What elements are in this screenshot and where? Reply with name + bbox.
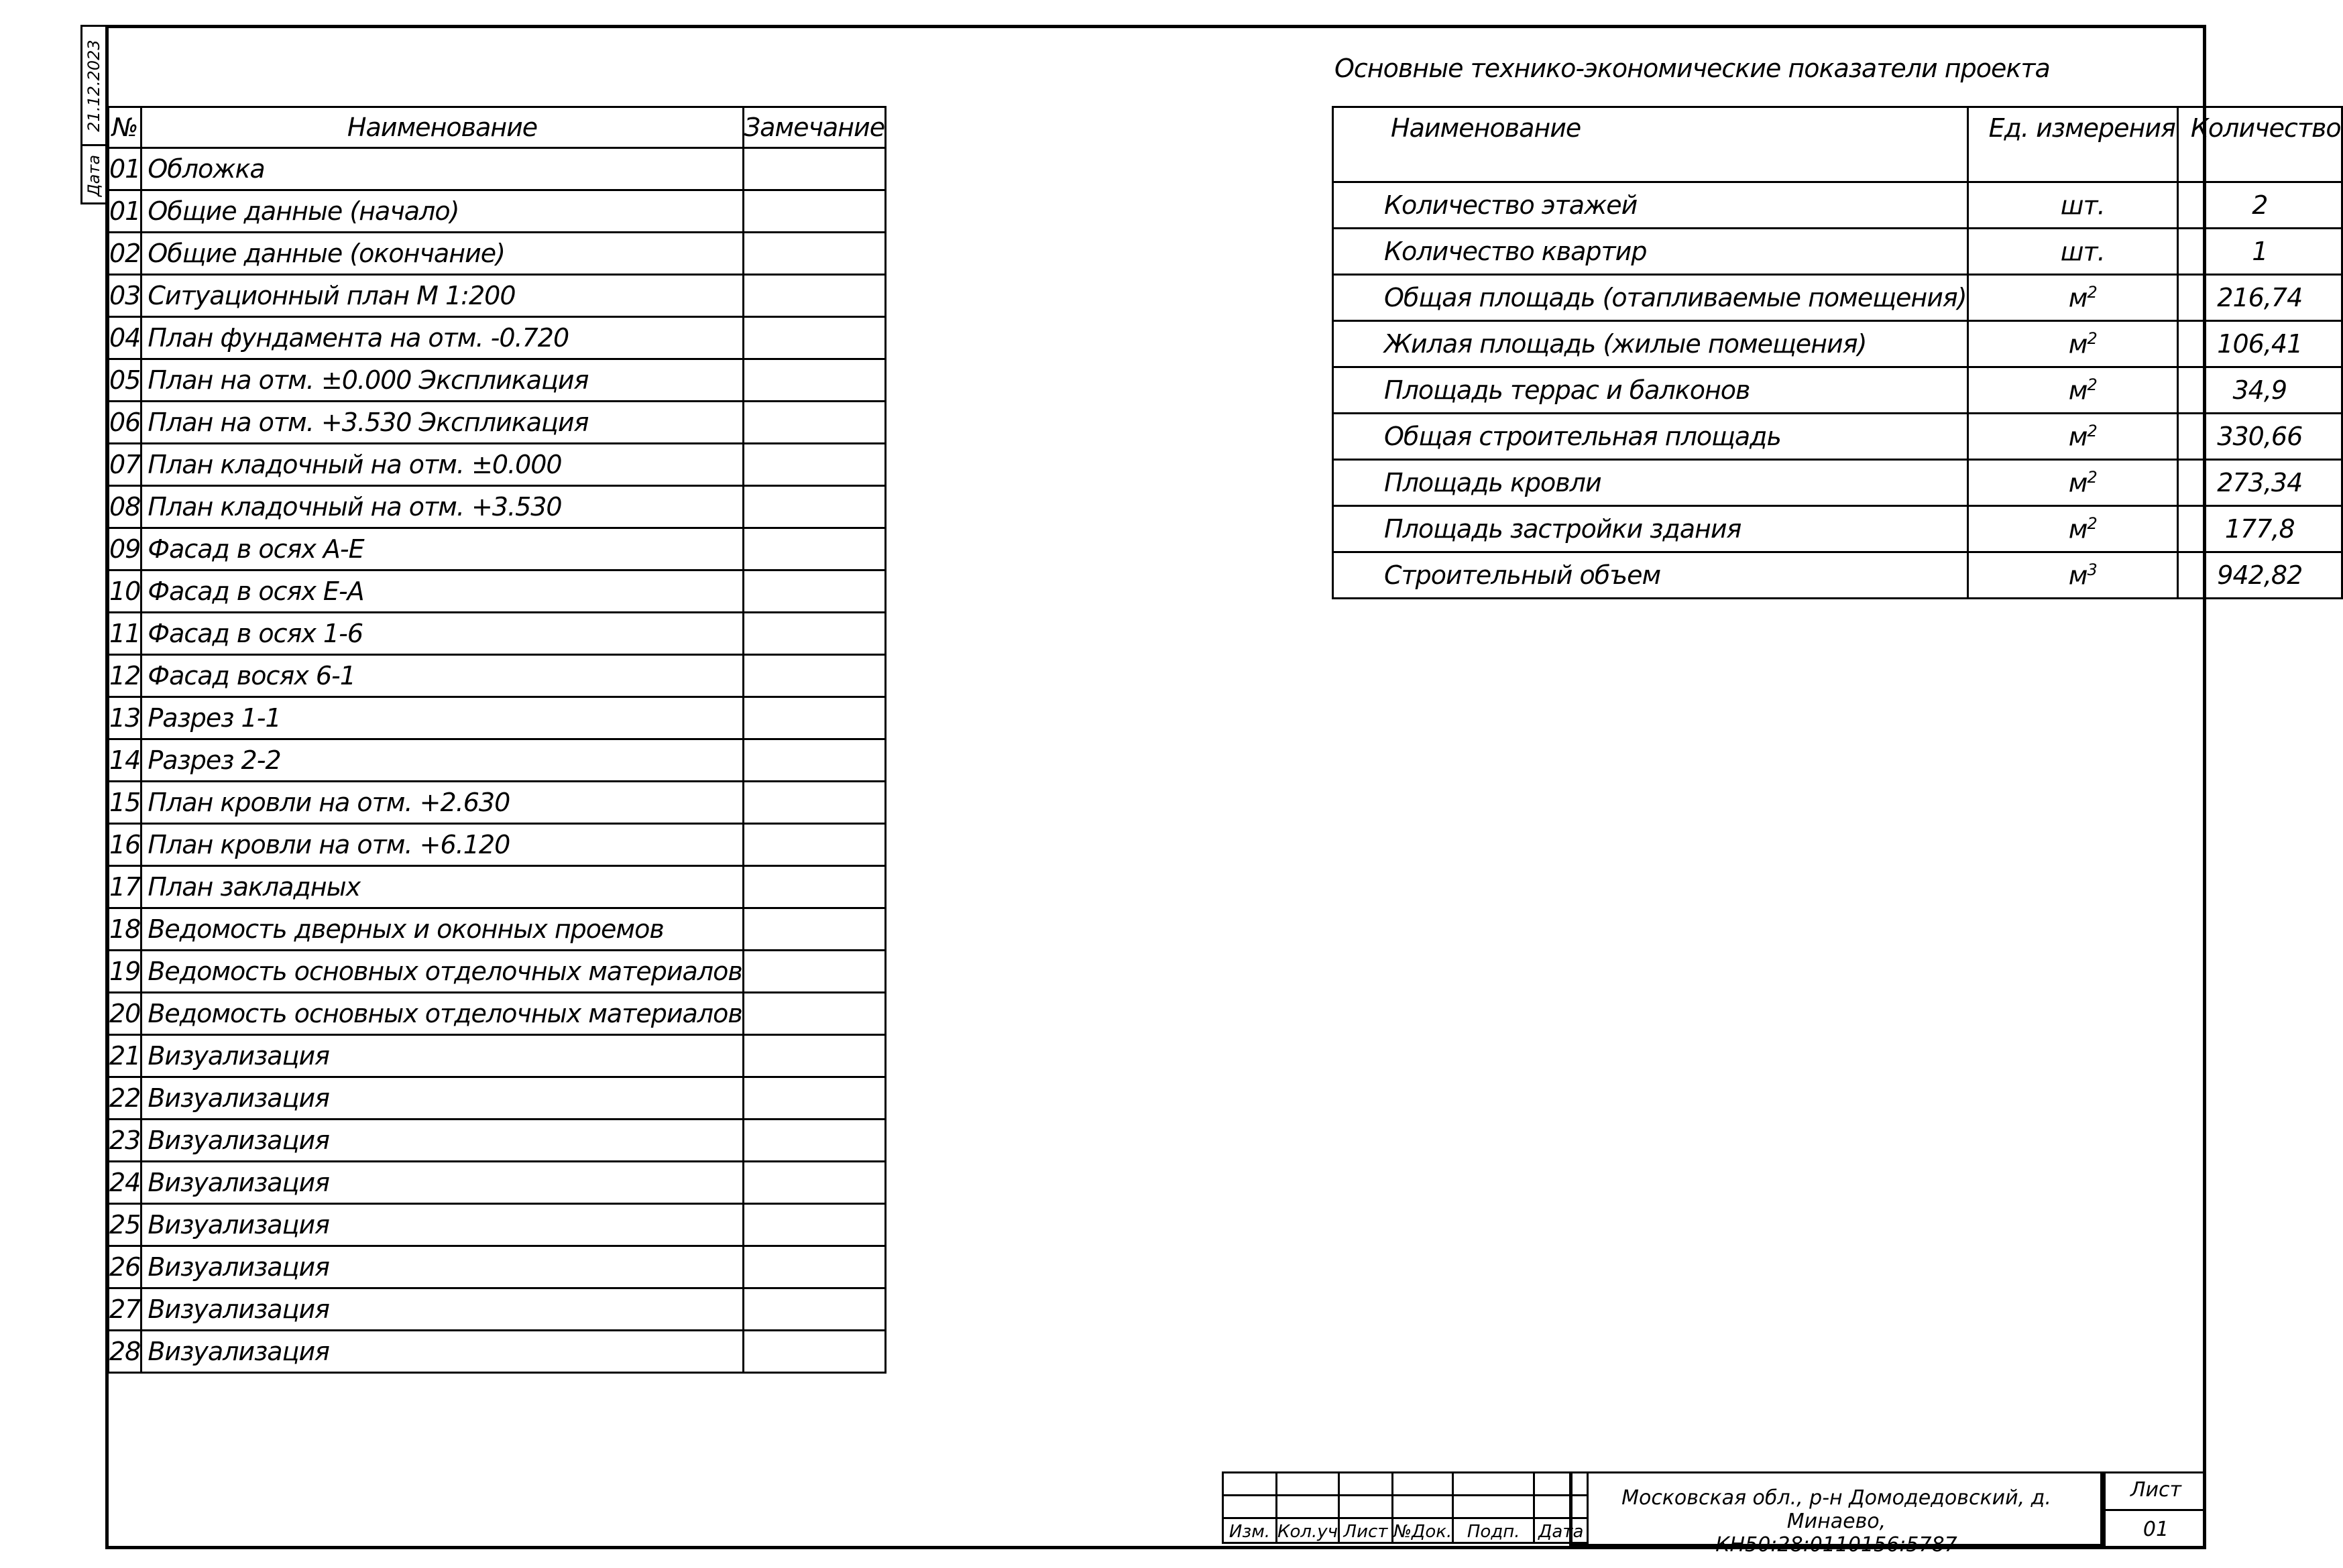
tb-label-list: Лист <box>1339 1518 1393 1543</box>
tb-cell <box>1223 1496 1277 1518</box>
sheet-number: 19 <box>109 951 141 993</box>
sheet-number: 10 <box>109 570 141 613</box>
sheet-row <box>109 1035 886 1077</box>
tep-unit-text: м <box>2068 283 2088 313</box>
sheet-number: 22 <box>109 1077 141 1120</box>
tep-unit-exponent: 2 <box>2087 375 2097 394</box>
tep-name: Общая строительная площадь <box>1333 414 1968 460</box>
sheet-row <box>109 613 886 655</box>
sheet-row <box>109 866 886 908</box>
sheet-number: 01 <box>109 190 141 233</box>
sheet-remark <box>743 444 885 486</box>
sheet-name: Визуализация <box>141 1035 743 1077</box>
sheet-name: Визуализация <box>141 1204 743 1246</box>
sheet-remark <box>743 317 885 359</box>
sheet-number: 20 <box>109 993 141 1035</box>
sheet-remark <box>743 824 885 866</box>
title-block <box>1222 1471 2206 1557</box>
tep-row <box>1333 182 2342 229</box>
sheet-remark <box>743 528 885 570</box>
sheet-remark <box>743 697 885 739</box>
tep-unit <box>1967 182 2177 229</box>
title-block-description <box>1569 1471 2102 1557</box>
sheet-name: Визуализация <box>141 1077 743 1120</box>
title-block-row <box>1223 1496 1588 1518</box>
sheet-name: Фасад в осях А-Е <box>141 528 743 570</box>
sheet-row <box>109 1331 886 1373</box>
sheet-row <box>109 1288 886 1331</box>
sheet-row <box>109 528 886 570</box>
sheet-row <box>109 275 886 317</box>
sheet-remark <box>743 1120 885 1162</box>
sheet-number: 18 <box>109 908 141 951</box>
sheet-name: Обложка <box>141 148 743 190</box>
tep-name: Площадь террас и балконов <box>1333 367 1968 414</box>
sheet-name: Фасад восях 6-1 <box>141 655 743 697</box>
sheet-name: План на отм. +3.530 Экспликация <box>141 402 743 444</box>
sheet-remark <box>743 190 885 233</box>
sheet-name: Визуализация <box>141 1120 743 1162</box>
sheet-name: Разрез 2-2 <box>141 739 743 782</box>
tep-header-row <box>1333 107 2342 182</box>
sheet-row <box>109 908 886 951</box>
tep-unit-exponent: 3 <box>2087 560 2097 579</box>
tep-unit-text: м <box>2068 422 2088 452</box>
tep-header-unit: Ед. измерения <box>1967 107 2177 182</box>
sheet-remark <box>743 1204 885 1246</box>
sheet-remark <box>743 739 885 782</box>
sheet-row <box>109 951 886 993</box>
stamp-date-value: 21.12.2023 <box>84 39 103 132</box>
sheet-row <box>109 1204 886 1246</box>
sheet-number: 24 <box>109 1162 141 1204</box>
tb-label-podp: Подп. <box>1453 1518 1534 1543</box>
tep-unit <box>1967 275 2177 321</box>
sheet-row <box>109 655 886 697</box>
tb-cell <box>1453 1496 1534 1518</box>
sheet-list-table <box>107 106 887 1374</box>
sheet-number: 13 <box>109 697 141 739</box>
sheet-name: Визуализация <box>141 1246 743 1288</box>
tep-header-qty: Количество <box>2177 107 2342 182</box>
sheet-number: 15 <box>109 782 141 824</box>
sheet-name: Общие данные (начало) <box>141 190 743 233</box>
sheet-row <box>109 1246 886 1288</box>
sheet-row <box>109 782 886 824</box>
tep-unit-exponent: 2 <box>2087 328 2097 348</box>
sheet-row <box>109 739 886 782</box>
sheet-name: Ведомость основных отделочных материалов <box>141 993 743 1035</box>
sheet-remark <box>743 613 885 655</box>
sheet-name: План кровли на отм. +6.120 <box>141 824 743 866</box>
tb-label-ndok: №Док. <box>1393 1518 1453 1543</box>
tep-unit-exponent: 2 <box>2087 282 2097 302</box>
sheet-remark <box>743 148 885 190</box>
sheet-remark <box>743 570 885 613</box>
sheet-name: План кровли на отм. +2.630 <box>141 782 743 824</box>
tb-cell <box>1339 1473 1393 1496</box>
sheet-row <box>109 148 886 190</box>
title-block-row <box>1223 1473 1588 1496</box>
tep-qty: 330,66 <box>2177 414 2342 460</box>
tep-row <box>1333 321 2342 367</box>
sheet-name: Визуализация <box>141 1331 743 1373</box>
tep-title: Основные технико-экономические показатели проекта <box>1334 54 2050 83</box>
tep-qty: 1 <box>2177 229 2342 275</box>
sheet-number: 08 <box>109 486 141 528</box>
tep-name: Общая площадь (отапливаемые помещения) <box>1333 275 1968 321</box>
header-number: № <box>109 107 141 148</box>
sheet-number: 25 <box>109 1204 141 1246</box>
tep-body <box>1333 107 2342 599</box>
sheet-row <box>109 402 886 444</box>
sheet-remark <box>743 951 885 993</box>
tb-sheet-label: Лист <box>2106 1473 2206 1511</box>
tb-cell <box>1453 1473 1534 1496</box>
tep-qty: 273,34 <box>2177 460 2342 506</box>
tb-cell <box>1223 1473 1277 1496</box>
tep-table <box>1332 106 2343 599</box>
title-block-sheet <box>2102 1471 2206 1546</box>
tep-row <box>1333 367 2342 414</box>
title-block-label-row <box>1223 1518 1588 1543</box>
sheet-number: 03 <box>109 275 141 317</box>
tb-label-koluch: Кол.уч <box>1277 1518 1339 1543</box>
sheet-name: План на отм. ±0.000 Экспликация <box>141 359 743 402</box>
sheet-remark <box>743 486 885 528</box>
sheet-name: План фундамента на отм. -0.720 <box>141 317 743 359</box>
tep-unit-exponent: 2 <box>2087 421 2097 440</box>
sheet-row <box>109 359 886 402</box>
sheet-remark <box>743 1162 885 1204</box>
tep-row <box>1333 414 2342 460</box>
sheet-name: Общие данные (окончание) <box>141 233 743 275</box>
tep-name: Жилая площадь (жилые помещения) <box>1333 321 1968 367</box>
sheet-name: Визуализация <box>141 1162 743 1204</box>
tb-label-data: Дата <box>1534 1518 1588 1543</box>
sheet-number: 17 <box>109 866 141 908</box>
sheet-remark <box>743 1077 885 1120</box>
sheet-number: 26 <box>109 1246 141 1288</box>
sheet-remark <box>743 866 885 908</box>
tep-row <box>1333 552 2342 599</box>
tep-unit-text: м <box>2068 560 2088 591</box>
sheet-row <box>109 993 886 1035</box>
sheet-row <box>109 1120 886 1162</box>
tep-name: Площадь застройки здания <box>1333 506 1968 552</box>
tb-cadastral: КН50:28:0110156:5787 <box>1715 1533 1957 1557</box>
tep-unit <box>1967 367 2177 414</box>
tep-header-name: Наименование <box>1333 107 1968 182</box>
tep-unit-text: м <box>2068 329 2088 359</box>
sheet-number: 12 <box>109 655 141 697</box>
sheet-row <box>109 233 886 275</box>
title-block-grid <box>1222 1471 1589 1544</box>
sheet-number: 14 <box>109 739 141 782</box>
sheet-number: 04 <box>109 317 141 359</box>
tep-row <box>1333 460 2342 506</box>
sheet-number: 16 <box>109 824 141 866</box>
stamp-date-value-cell <box>82 27 105 146</box>
tep-qty: 34,9 <box>2177 367 2342 414</box>
sheet-number: 02 <box>109 233 141 275</box>
sheet-name: Ситуационный план М 1:200 <box>141 275 743 317</box>
sheet-number: 06 <box>109 402 141 444</box>
sheet-list-header-row <box>109 107 886 148</box>
tep-unit <box>1967 552 2177 599</box>
sheet-remark <box>743 1331 885 1373</box>
tb-address: Московская обл., р-н Домодедовский, д. Минаево, <box>1621 1486 2051 1533</box>
tep-qty: 942,82 <box>2177 552 2342 599</box>
tb-cell <box>1277 1496 1339 1518</box>
tb-cell <box>1339 1496 1393 1518</box>
tep-row <box>1333 229 2342 275</box>
sheet-remark <box>743 782 885 824</box>
sheet-remark <box>743 1035 885 1077</box>
sheet-remark <box>743 359 885 402</box>
header-remark: Замечание <box>743 107 885 148</box>
sheet-row <box>109 444 886 486</box>
sheet-number: 05 <box>109 359 141 402</box>
tep-name: Площадь кровли <box>1333 460 1968 506</box>
sheet-list-body <box>109 107 886 1373</box>
sheet-name: Фасад в осях Е-А <box>141 570 743 613</box>
stamp-date-label-cell <box>82 146 105 204</box>
sheet-remark <box>743 233 885 275</box>
margin-stamp <box>80 25 105 204</box>
tep-unit <box>1967 321 2177 367</box>
tep-name: Количество квартир <box>1333 229 1968 275</box>
sheet-row <box>109 697 886 739</box>
sheet-remark <box>743 655 885 697</box>
sheet-remark <box>743 275 885 317</box>
stamp-date-label: Дата <box>84 154 103 196</box>
sheet-number: 27 <box>109 1288 141 1331</box>
tep-qty: 106,41 <box>2177 321 2342 367</box>
tb-cell <box>1393 1496 1453 1518</box>
sheet-remark <box>743 993 885 1035</box>
tep-unit-text: м <box>2068 375 2088 406</box>
tep-unit-text: шт. <box>2060 190 2105 221</box>
sheet-number: 07 <box>109 444 141 486</box>
sheet-name: План кладочный на отм. +3.530 <box>141 486 743 528</box>
tb-cell <box>1393 1473 1453 1496</box>
tb-cell <box>1277 1473 1339 1496</box>
tb-label-izm: Изм. <box>1223 1518 1277 1543</box>
header-name: Наименование <box>141 107 743 148</box>
tep-unit <box>1967 460 2177 506</box>
sheet-name: Ведомость основных отделочных материалов <box>141 951 743 993</box>
tep-unit-text: шт. <box>2060 237 2105 267</box>
tep-unit <box>1967 229 2177 275</box>
tb-sheet-number: 01 <box>2142 1518 2169 1541</box>
tep-unit-exponent: 2 <box>2087 514 2097 533</box>
sheet-row <box>109 1077 886 1120</box>
tep-row <box>1333 275 2342 321</box>
sheet-number: 28 <box>109 1331 141 1373</box>
tep-unit-text: м <box>2068 514 2088 544</box>
sheet-remark <box>743 1288 885 1331</box>
tep-row <box>1333 506 2342 552</box>
sheet-number: 09 <box>109 528 141 570</box>
sheet-number: 23 <box>109 1120 141 1162</box>
tep-qty: 177,8 <box>2177 506 2342 552</box>
tep-qty: 2 <box>2177 182 2342 229</box>
sheet-row <box>109 824 886 866</box>
sheet-row <box>109 317 886 359</box>
sheet-remark <box>743 1246 885 1288</box>
tep-unit-exponent: 2 <box>2087 467 2097 487</box>
sheet-number: 01 <box>109 148 141 190</box>
sheet-name: План закладных <box>141 866 743 908</box>
sheet-name: Разрез 1-1 <box>141 697 743 739</box>
tep-qty: 216,74 <box>2177 275 2342 321</box>
sheet-name: Ведомость дверных и оконных проемов <box>141 908 743 951</box>
sheet-number: 21 <box>109 1035 141 1077</box>
tep-unit-text: м <box>2068 468 2088 498</box>
tep-unit <box>1967 414 2177 460</box>
tep-name: Количество этажей <box>1333 182 1968 229</box>
sheet-number: 11 <box>109 613 141 655</box>
sheet-remark <box>743 908 885 951</box>
sheet-row <box>109 486 886 528</box>
sheet-remark <box>743 402 885 444</box>
tep-name: Строительный объем <box>1333 552 1968 599</box>
sheet-name: Визуализация <box>141 1288 743 1331</box>
sheet-name: План кладочный на отм. ±0.000 <box>141 444 743 486</box>
sheet-row <box>109 570 886 613</box>
sheet-name: Фасад в осях 1-6 <box>141 613 743 655</box>
tep-unit <box>1967 506 2177 552</box>
sheet-row <box>109 1162 886 1204</box>
sheet-row <box>109 190 886 233</box>
